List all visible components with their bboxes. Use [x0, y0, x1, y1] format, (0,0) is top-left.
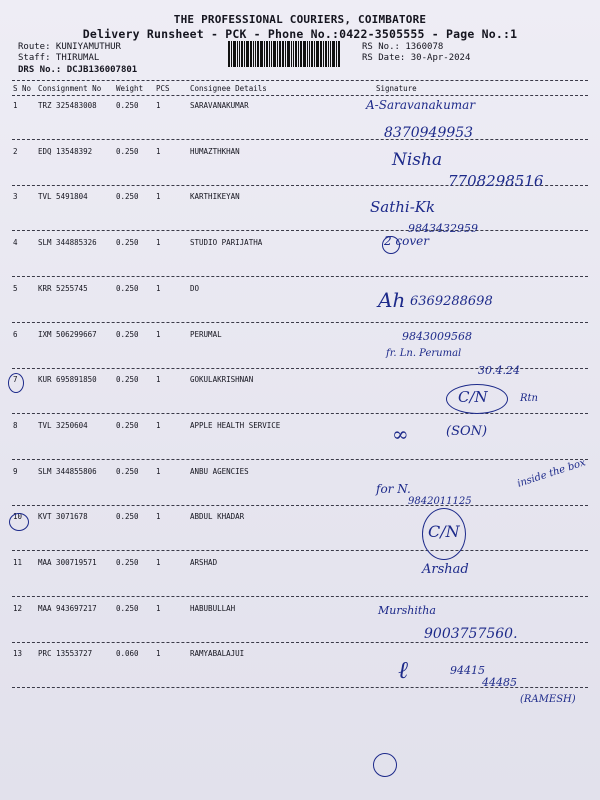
row-consignee: STUDIO PARIJATHA [190, 238, 263, 247]
row-sno: 2 [13, 147, 18, 156]
runsheet-subtitle: Delivery Runsheet - PCK - Phone No.:0422-3505555 - Page No.:1 [82, 27, 518, 41]
row-consignment-no: SLM 344885326 [38, 238, 97, 247]
row-sno: 9 [13, 467, 18, 476]
signature-9-name: for N. [376, 482, 411, 496]
row-consignee: DO [190, 284, 200, 293]
row-pcs: 1 [156, 604, 161, 613]
row-sno: 1 [13, 101, 18, 110]
row-consignee: HABUBULLAH [190, 604, 236, 613]
row-divider [12, 642, 588, 643]
col-header-sno: S No [13, 84, 32, 93]
signature-8-mark: ∞ [392, 422, 409, 446]
signature-1-name: A-Saravanakumar [366, 98, 476, 112]
page-stamp-circle-icon [373, 753, 397, 777]
row-sno: 12 [13, 604, 23, 613]
row-divider [12, 413, 588, 414]
row-sno: 5 [13, 284, 18, 293]
row-consignment-no: MAA 943697217 [38, 604, 97, 613]
route-label: Route: KUNIYAMUTHUR [18, 42, 121, 52]
table-row [0, 192, 600, 238]
row-weight: 0.250 [116, 421, 139, 430]
signature-6-date: 30.4.24 [478, 364, 520, 377]
signature-7-cn: C/N [458, 388, 488, 406]
signature-13-phone-a: 94415 [450, 664, 485, 677]
row-sno: 8 [13, 421, 18, 430]
col-header-consignee: Consignee Details [190, 84, 267, 93]
row-weight: 0.250 [116, 147, 139, 156]
row-divider [12, 139, 588, 140]
row-weight: 0.250 [116, 558, 139, 567]
signature-6-phone: 9843009568 [402, 330, 472, 343]
row-consignment-no: TVL 5491804 [38, 192, 88, 201]
signature-5-name: Ah [378, 288, 406, 312]
row-10-circle-icon [9, 513, 29, 531]
row-consignee: ARSHAD [190, 558, 218, 567]
signature-13-mark: ℓ [398, 656, 408, 684]
col-header-signature: Signature [376, 84, 417, 93]
row-weight: 0.250 [116, 467, 139, 476]
signature-12-phone: 9003757560. [424, 626, 518, 642]
row-consignment-no: TVL 3250604 [38, 421, 88, 430]
signature-9-phone: 9842011125 [408, 496, 472, 507]
row-sno: 13 [13, 649, 23, 658]
row-divider [12, 596, 588, 597]
row-divider [12, 230, 588, 231]
row-pcs: 1 [156, 512, 161, 521]
row-sno: 7 [13, 375, 18, 384]
company-title: THE PROFESSIONAL COURIERS, COIMBATORE [173, 13, 427, 26]
signature-13-phone-b: 44485 [482, 676, 517, 689]
row-consignee: PERUMAL [190, 330, 222, 339]
row-pcs: 1 [156, 147, 161, 156]
row-weight: 0.250 [116, 192, 139, 201]
row-divider [12, 322, 588, 323]
row-sno: 11 [13, 558, 23, 567]
row-pcs: 1 [156, 330, 161, 339]
row-divider [12, 276, 588, 277]
signature-2-name: Nisha [392, 150, 443, 170]
table-row [0, 238, 600, 284]
row-sno: 3 [13, 192, 18, 201]
table-row [0, 467, 600, 513]
header-rule-top [12, 80, 588, 81]
staff-label: Staff: THIRUMAL [18, 53, 100, 63]
row-pcs: 1 [156, 558, 161, 567]
row-consignment-no: EDQ 13548392 [38, 147, 93, 156]
row-consignee: RAMYABALAJUI [190, 649, 245, 658]
row-pcs: 1 [156, 375, 161, 384]
row-weight: 0.250 [116, 238, 139, 247]
row-consignment-no: TRZ 325483008 [38, 101, 97, 110]
row-consignee: SARAVANAKUMAR [190, 101, 249, 110]
signature-6-name: fr. Ln. Perumal [386, 348, 462, 359]
rs-number: RS No.: 1360078 [362, 42, 444, 52]
row-weight: 0.250 [116, 330, 139, 339]
row-divider [12, 550, 588, 551]
row-pcs: 1 [156, 101, 161, 110]
col-header-pcs: PCS [156, 84, 170, 93]
row-consignment-no: IXM 506299667 [38, 330, 97, 339]
row-weight: 0.250 [116, 604, 139, 613]
row-consignment-no: PRC 13553727 [38, 649, 93, 658]
table-row [0, 375, 600, 421]
row-pcs: 1 [156, 467, 161, 476]
circle-mark-icon [382, 236, 400, 254]
row-consignee: GOKULAKRISHNAN [190, 375, 254, 384]
drs-number: DRS No.: DCJB136007801 [18, 65, 138, 75]
row-divider [12, 505, 588, 506]
table-row [0, 421, 600, 467]
col-header-consignment: Consignment No [38, 84, 102, 93]
row-divider [12, 459, 588, 460]
row-weight: 0.060 [116, 649, 139, 658]
signature-4-note: 2 cover [384, 234, 430, 248]
row-sno: 6 [13, 330, 18, 339]
row-consignee: HUMAZTHKHAN [190, 147, 240, 156]
signature-1-phone: 8370949953 [384, 125, 474, 141]
signature-13-name: (RAMESH) [520, 694, 576, 705]
row-consignment-no: KUR 695891850 [38, 375, 97, 384]
row-consignee: ABDUL KHADAR [190, 512, 245, 521]
row-pcs: 1 [156, 649, 161, 658]
signature-12-name: Murshitha [378, 604, 436, 617]
row-weight: 0.250 [116, 101, 139, 110]
col-header-weight: Weight [116, 84, 144, 93]
row-pcs: 1 [156, 421, 161, 430]
row-sno: 4 [13, 238, 18, 247]
signature-5-phone: 6369288698 [410, 294, 493, 309]
signature-2-phone: 7708298516 [448, 172, 544, 190]
signature-3-phone: 9843432959 [408, 222, 478, 235]
rs-date: RS Date: 30-Apr-2024 [362, 53, 471, 63]
row-consignment-no: KVT 3071678 [38, 512, 88, 521]
table-row [0, 512, 600, 558]
row-weight: 0.250 [116, 512, 139, 521]
signature-9-note: inside the box [516, 457, 588, 490]
signature-10-cn: C/N [428, 522, 460, 541]
row-consignee: ANBU AGENCIES [190, 467, 249, 476]
barcode-icon [228, 41, 356, 67]
table-row [0, 558, 600, 604]
header-rule-bottom [12, 95, 588, 96]
row-pcs: 1 [156, 238, 161, 247]
table-row [0, 101, 600, 147]
row-consignment-no: SLM 344855806 [38, 467, 97, 476]
row-pcs: 1 [156, 284, 161, 293]
signature-8-note: (SON) [446, 424, 488, 439]
signature-11-name: Arshad [422, 562, 469, 577]
row-sno: 10 [13, 512, 23, 521]
table-row [0, 284, 600, 330]
row-weight: 0.250 [116, 284, 139, 293]
row-consignee: KARTHIKEYAN [190, 192, 240, 201]
signature-7-rtn: Rtn [520, 393, 538, 404]
row-7-circle-icon [8, 373, 24, 393]
signature-3-name: Sathi-Kk [370, 198, 436, 216]
row-consignee: APPLE HEALTH SERVICE [190, 421, 281, 430]
row-weight: 0.250 [116, 375, 139, 384]
row-consignment-no: MAA 300719571 [38, 558, 97, 567]
row-consignment-no: KRR 5255745 [38, 284, 88, 293]
row-pcs: 1 [156, 192, 161, 201]
